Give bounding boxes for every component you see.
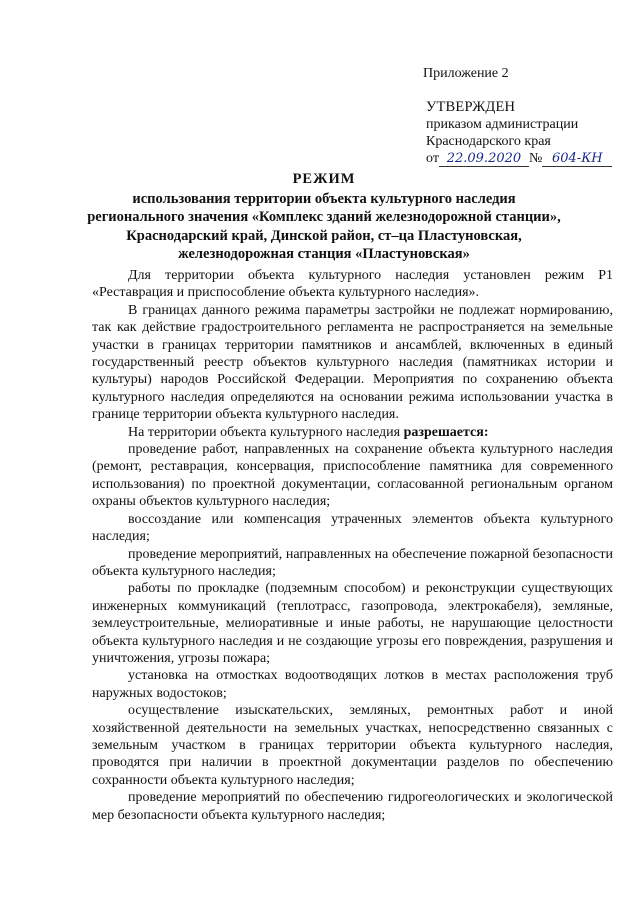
paragraph-survey-works: осуществление изыскательских, земляных, ремонтных работ и иной хозяйственной деятельности на земельных участках, непосредственно связанных с земельным участком в границах территории объекта культурного наследия, проводятся при наличии в проектной документации разделов по обеспечению сохранности объекта культурного наследия; <box>92 703 613 788</box>
permitted-keyword: разрешается: <box>403 424 489 440</box>
title-line-2: регионального значения «Комплекс зданий железнодорожной станции», <box>87 209 561 226</box>
paragraph-drainage: установка на отмостках водоотводящих лотков в местах расположения труб наружных водостоков; <box>92 668 613 701</box>
title-main: РЕЖИМ <box>292 171 356 187</box>
paragraph-preservation-works: проведение работ, направленных на сохранение объекта культурного наследия (ремонт, реставрация, консервация, приспособление памятника для современного использования) по проектной документации, согласованной региональным органом охраны объектов культурного наследия; <box>92 442 613 510</box>
paragraph-fire-safety: проведение мероприятий, направленных на обеспечение пожарной безопасности объекта культурного наследия; <box>92 546 613 579</box>
date-prefix: от <box>426 151 439 166</box>
document-body <box>92 267 613 824</box>
title-line-3: Краснодарский край, Динской район, ст–ца Пластуновская, <box>126 227 522 244</box>
paragraph-regime: Для территории объекта культурного наследия установлен режим Р1 «Реставрация и приспособление объекта культурного наследия». <box>92 268 613 301</box>
paragraph-ecology: проведение мероприятий по обеспечению гидрогеологических и экологической мер безопасности объекта культурного наследия; <box>92 790 613 823</box>
appendix-label: Приложение 2 <box>423 66 509 81</box>
order-date-number-row <box>426 150 612 167</box>
paragraph-permitted-intro <box>92 424 613 441</box>
paragraph-boundaries: В границах данного режима параметры застройки не подлежат нормированию, так как действие градостроительного регламента не распространяется на земельные участки в границах территории памятников и ансамблей, включенных в единый государственный реестр объектов культурного наследия (памятниках истории и культуры) народов Российской Федерации. Мероприятия по сохранению объекта культурного наследия определяются на основании режима использовании участка в границе территории объекта культурного наследия. <box>92 302 613 423</box>
paragraph-utilities: работы по прокладке (подземным способом) и реконструкции существующих инженерных коммуникаций (теплотрасс, газопровода, электрокабеля), земляные, землеустроительные, мелиоративные и иные работы, не нарушающие целостности объекта культурного наследия и не создающие угрозы его повреждения, разрушения и уничтожения, угрозы пожара; <box>92 581 613 666</box>
handwritten-date: 22.09.2020 <box>439 152 529 167</box>
title-line-4: железнодорожная станция «Пластуновская» <box>178 246 470 263</box>
number-prefix: № <box>528 151 543 166</box>
handwritten-number: 604-КН <box>542 152 612 167</box>
permitted-intro-text: На территории объекта культурного наследия <box>128 424 404 440</box>
title-line-1: использования территории объекта культурного наследия <box>132 190 516 207</box>
paragraph-reconstruction: воссоздание или компенсация утраченных элементов объекта культурного наследия; <box>92 511 613 545</box>
document-title <box>60 170 588 264</box>
approved-heading: УТВЕРЖДЕН <box>426 99 516 115</box>
approved-region: Краснодарского края <box>426 134 551 149</box>
approved-by-order: приказом администрации <box>426 117 579 132</box>
approval-block <box>426 99 612 167</box>
